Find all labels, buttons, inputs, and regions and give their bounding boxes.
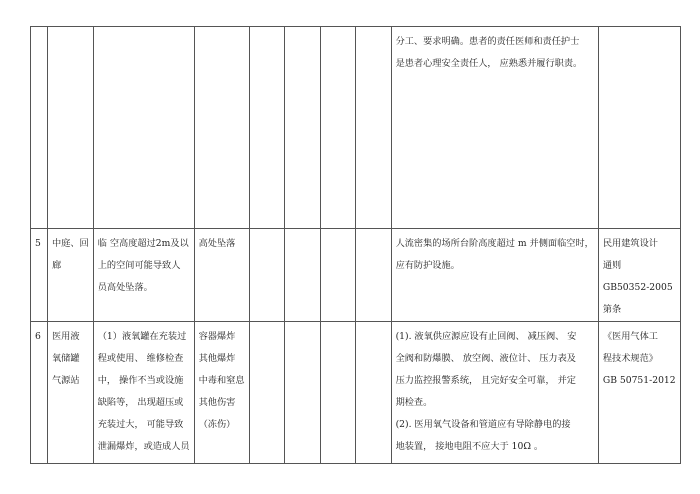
hazard-line: 中毒和窒息	[198, 375, 245, 386]
location-cell	[48, 229, 94, 322]
measures-cell	[391, 229, 598, 322]
measures-cell	[391, 322, 598, 464]
empty-cell	[249, 229, 284, 322]
hazard-line: 其他伤害	[198, 397, 236, 408]
row-number: 6	[35, 331, 41, 342]
basis-line: GB50352-2005	[602, 282, 673, 293]
table-row	[31, 322, 681, 464]
empty-cell	[320, 322, 355, 464]
location-line: 廊	[52, 260, 62, 271]
risk-factor-cell	[93, 229, 194, 322]
empty-cell	[355, 322, 391, 464]
measures-line: 应有防护设施。	[395, 260, 460, 271]
empty-cell	[320, 27, 355, 229]
risk-factor-line: 泄漏爆炸，或造成人员	[97, 441, 190, 452]
risk-factor-line: （1）液氧罐在充装过	[97, 331, 187, 342]
basis-line: GB 50751-2012	[602, 375, 676, 386]
risk-factor-cell	[93, 322, 194, 464]
risk-factor-cell	[93, 27, 194, 229]
measures-line: (2). 医用氧气设备和管道应有导除静电的接	[395, 419, 571, 430]
hazard-cell	[194, 229, 249, 322]
location-line: 气源站	[52, 375, 80, 386]
risk-factor-line: 上的空间可能导致人	[97, 260, 181, 271]
empty-cell	[355, 27, 391, 229]
empty-cell	[284, 322, 320, 464]
measures-line: 全阀和防爆膜、 放空阀、液位计、 压力表及	[395, 353, 576, 364]
measures-line: (1). 液氧供应源应设有止回阀、 减压阀、 安	[395, 331, 577, 342]
measures-line: 是患者心理安全责任人， 应熟悉并履行职责。	[395, 58, 583, 69]
empty-cell	[355, 229, 391, 322]
location-cell	[48, 27, 94, 229]
measures-line: 地装置， 接地电阻不应大于 10Ω 。	[395, 441, 544, 452]
num-cell	[31, 27, 48, 229]
hazard-line: （冻伤）	[198, 419, 236, 430]
table-row	[31, 229, 681, 322]
basis-line: 民用建筑设计	[602, 238, 658, 249]
measures-line: 压力监控报警系统， 且完好安全可靠， 并定	[395, 375, 576, 386]
num-cell	[31, 322, 48, 464]
measures-line: 人流密集的场所台阶高度超过 m 并侧面临空时，	[395, 238, 594, 249]
measures-cell	[391, 27, 598, 229]
location-cell	[48, 322, 94, 464]
basis-cell	[598, 229, 680, 322]
hazard-cell	[194, 322, 249, 464]
measures-line: 期检查。	[395, 397, 433, 408]
location-line: 中庭、回	[52, 238, 89, 249]
risk-factor-line: 缺陷等， 出现超压或	[97, 397, 184, 408]
basis-cell	[598, 322, 680, 464]
basis-line: 第条	[602, 304, 622, 315]
table-row	[31, 27, 681, 229]
empty-cell	[284, 229, 320, 322]
hazard-line: 容器爆炸	[198, 331, 236, 342]
row-number: 5	[35, 238, 41, 249]
basis-line: 程技术规范》	[602, 353, 658, 364]
risk-factor-line: 程或使用、 维修检查	[97, 353, 184, 364]
measures-line: 分工、要求明确。患者的责任医师和责任护士	[395, 36, 580, 47]
hazard-line: 其他爆炸	[198, 353, 236, 364]
location-line: 氧储罐	[52, 353, 80, 364]
empty-cell	[320, 229, 355, 322]
num-cell	[31, 229, 48, 322]
risk-factor-line: 中， 操作不当或设施	[97, 375, 184, 386]
basis-cell	[598, 27, 680, 229]
hazard-cell	[194, 27, 249, 229]
empty-cell	[249, 27, 284, 229]
basis-line: 《医用气体工	[602, 331, 658, 342]
risk-factor-line: 员高处坠落。	[97, 282, 153, 293]
location-line: 医用液	[52, 331, 80, 342]
risk-factor-line: 充装过大， 可能导致	[97, 419, 184, 430]
safety-table	[30, 26, 681, 464]
hazard-line: 高处坠落	[198, 238, 236, 249]
basis-line: 通则	[602, 260, 622, 271]
empty-cell	[249, 322, 284, 464]
empty-cell	[284, 27, 320, 229]
risk-factor-line: 临 空高度超过2m及以	[97, 238, 189, 249]
